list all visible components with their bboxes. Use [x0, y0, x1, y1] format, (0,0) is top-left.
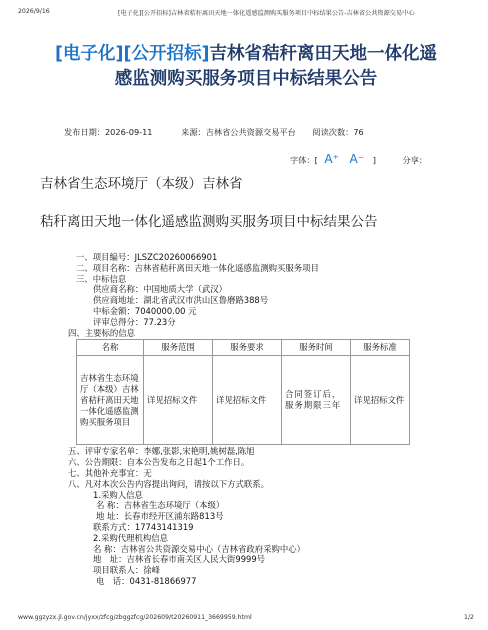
agency-contact: 项目联系人：徐峰 — [93, 565, 160, 576]
col-standard: 服务标准 — [351, 340, 410, 356]
review-experts: 五、评审专家名单：李娜,张影,宋艳明,姚树磊,陈旭 — [68, 446, 255, 457]
purchaser-phone: 联系方式：17743141319 — [93, 521, 194, 532]
award-amount: 中标金额：7040000.00 元 — [93, 305, 197, 316]
font-increase-button[interactable]: A⁺ — [324, 152, 339, 166]
article-meta — [64, 127, 364, 138]
purchaser-name: 名 称：吉林省生态环境厅（本级） — [96, 500, 225, 511]
page-url: www.ggzyzx.jl.gov.cn/jyxx/zfcg/zbggzfcg/202609/t20260911_3669959.html — [18, 614, 252, 621]
print-footer — [18, 614, 474, 621]
tag-electronic: [电子化] — [55, 44, 124, 64]
supplier-address: 供应商地址：湖北省武汉市洪山区鲁磨路388号 — [93, 295, 269, 306]
publish-date: 发布日期：2026-09-11 — [64, 127, 153, 137]
agency-phone: 电 话：0431-81866977 — [96, 575, 197, 586]
agency-address: 地 址：吉林省长春市南关区人民大街9999号 — [93, 554, 266, 565]
notice-subtitle: 秸秆离田天地一体化遥感监测购买服务项目中标结果公告 — [40, 214, 378, 230]
table-header-row — [77, 340, 410, 356]
purchaser-info-heading: 1.采购人信息 — [93, 489, 143, 500]
notice-body — [68, 252, 456, 587]
page-number: 1/2 — [464, 614, 474, 621]
tag-public-tender: [公开招标] — [123, 44, 210, 64]
cell-requirement: 详见招标文件 — [213, 356, 282, 445]
award-info-heading: 三、中标信息 — [76, 273, 127, 284]
page-title — [36, 42, 456, 92]
col-requirement: 服务要求 — [213, 340, 282, 356]
print-date: 2026/9/16 — [18, 8, 50, 15]
title-line2: 感监测购买服务项目中标结果公告 — [114, 69, 378, 89]
print-title: [电子化][公开招标]吉林省秸秆离田天地一体化遥感监测购买服务项目中标结果公告-吉林省公共资源交易中心 — [118, 10, 415, 17]
agency-name: 名 称：吉林省公共资源交易中心（吉林省政府采购中心） — [93, 543, 306, 554]
other-matters: 七、其他补充事宜：无 — [68, 467, 152, 478]
cell-scope: 详见招标文件 — [144, 356, 213, 445]
font-label: 字体：[ — [290, 155, 318, 165]
font-bracket-close: ] — [372, 155, 376, 165]
agency-info-heading: 2.采购代理机构信息 — [93, 532, 168, 543]
table-row — [77, 356, 410, 445]
review-score: 评审总得分：77.23分 — [93, 316, 176, 327]
subject-table — [76, 339, 410, 445]
font-size-controls — [290, 152, 427, 166]
purchaser-heading: 吉林省生态环境厅（本级）吉林省 — [40, 176, 243, 192]
col-time: 服务时间 — [282, 340, 351, 356]
share-label[interactable]: 分享： — [402, 155, 428, 165]
title-line1: 吉林省秸秆离田天地一体化遥 — [209, 44, 437, 64]
source: 来源：吉林省公共资源交易平台 — [181, 127, 296, 137]
col-name: 名称 — [77, 340, 144, 356]
col-scope: 服务范围 — [144, 340, 213, 356]
supplier-name: 供应商名称：中国地质大学（武汉） — [93, 284, 227, 295]
contact-intro: 八、凡对本次公告内容提出询问，请按以下方式联系。 — [68, 478, 269, 489]
cell-standard: 详见招标文件 — [351, 356, 410, 445]
notice-period: 六、公告期限：自本公告发布之日起1个工作日。 — [68, 457, 250, 468]
font-decrease-button[interactable]: A⁻ — [349, 152, 365, 166]
project-number: 一、项目编号：JLSZC20260066901 — [76, 252, 218, 262]
cell-time: 合同签订后，服务期限三年 — [282, 356, 351, 445]
purchaser-address: 地 址：长春市经开区浦东路813号 — [96, 511, 224, 522]
subject-info-heading: 四、主要标的信息 — [68, 327, 135, 338]
cell-name: 吉林省生态环境厅（本级）吉林省秸秆离田天地一体化遥感监测购买服务项目 — [77, 356, 144, 445]
view-count: 阅读次数：76 — [312, 127, 364, 137]
project-name: 二、项目名称：吉林省秸秆离田天地一体化遥感监测购买服务项目 — [76, 262, 319, 273]
